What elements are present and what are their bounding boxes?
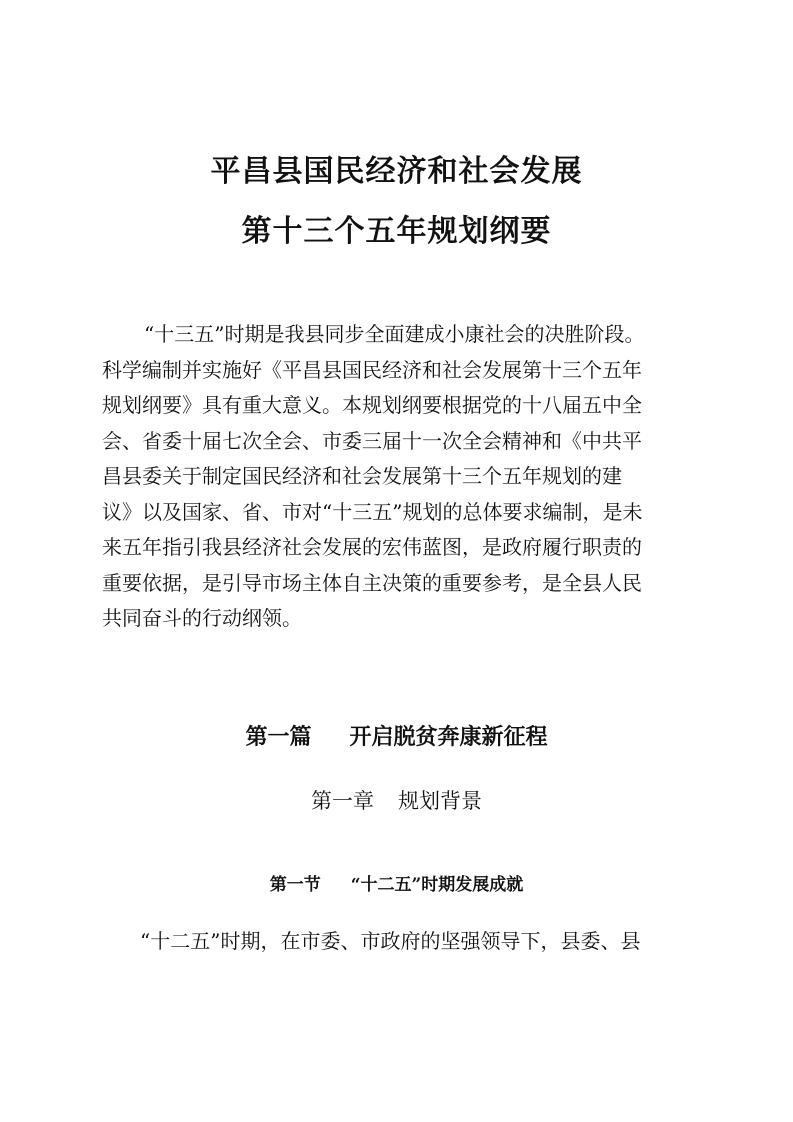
document-title-line-2: 第十三个五年规划纲要 <box>241 214 552 249</box>
part-number: 第一篇 <box>245 724 312 750</box>
intro-line: 昌县委关于制定国民经济和社会发展第十三个五年规划的建 <box>102 464 622 488</box>
intro-line: “十三五”时期是我县同步全面建成小康社会的决胜阶段。 <box>144 322 645 346</box>
part-heading <box>0 720 793 751</box>
intro-paragraph <box>102 317 702 637</box>
part-title: 开启脱贫奔康新征程 <box>349 724 548 750</box>
intro-line: 共同奋斗的行动纲领。 <box>102 606 302 630</box>
chapter-number: 第一章 <box>311 789 374 813</box>
section-heading <box>0 870 793 895</box>
intro-line: 重要依据，是引导市场主体自主决策的重要参考，是全县人民 <box>102 570 642 595</box>
intro-line: 来五年指引我县经济社会发展的宏伟蓝图，是政府履行职责的 <box>102 535 642 559</box>
intro-line: 规划纲要》具有重大意义。本规划纲要根据党的十八届五中全 <box>102 393 642 417</box>
intro-line: 议》以及国家、省、市对“十三五”规划的总体要求编制，是未 <box>102 499 643 524</box>
intro-line: 会、省委十届七次全会、市委三届十一次全会精神和《中共平 <box>102 428 642 453</box>
body-paragraph-start: “十二五”时期，在市委、市政府的坚强领导下，县委、县 <box>140 929 641 953</box>
document-title-line-1: 平昌县国民经济和社会发展 <box>210 154 583 189</box>
chapter-heading <box>0 785 793 815</box>
chapter-title: 规划背景 <box>398 789 482 813</box>
intro-line: 科学编制并实施好《平昌县国民经济和社会发展第十三个五年 <box>102 357 642 382</box>
section-number: 第一节 <box>269 875 321 895</box>
section-title: “十二五”时期发展成就 <box>350 875 524 895</box>
